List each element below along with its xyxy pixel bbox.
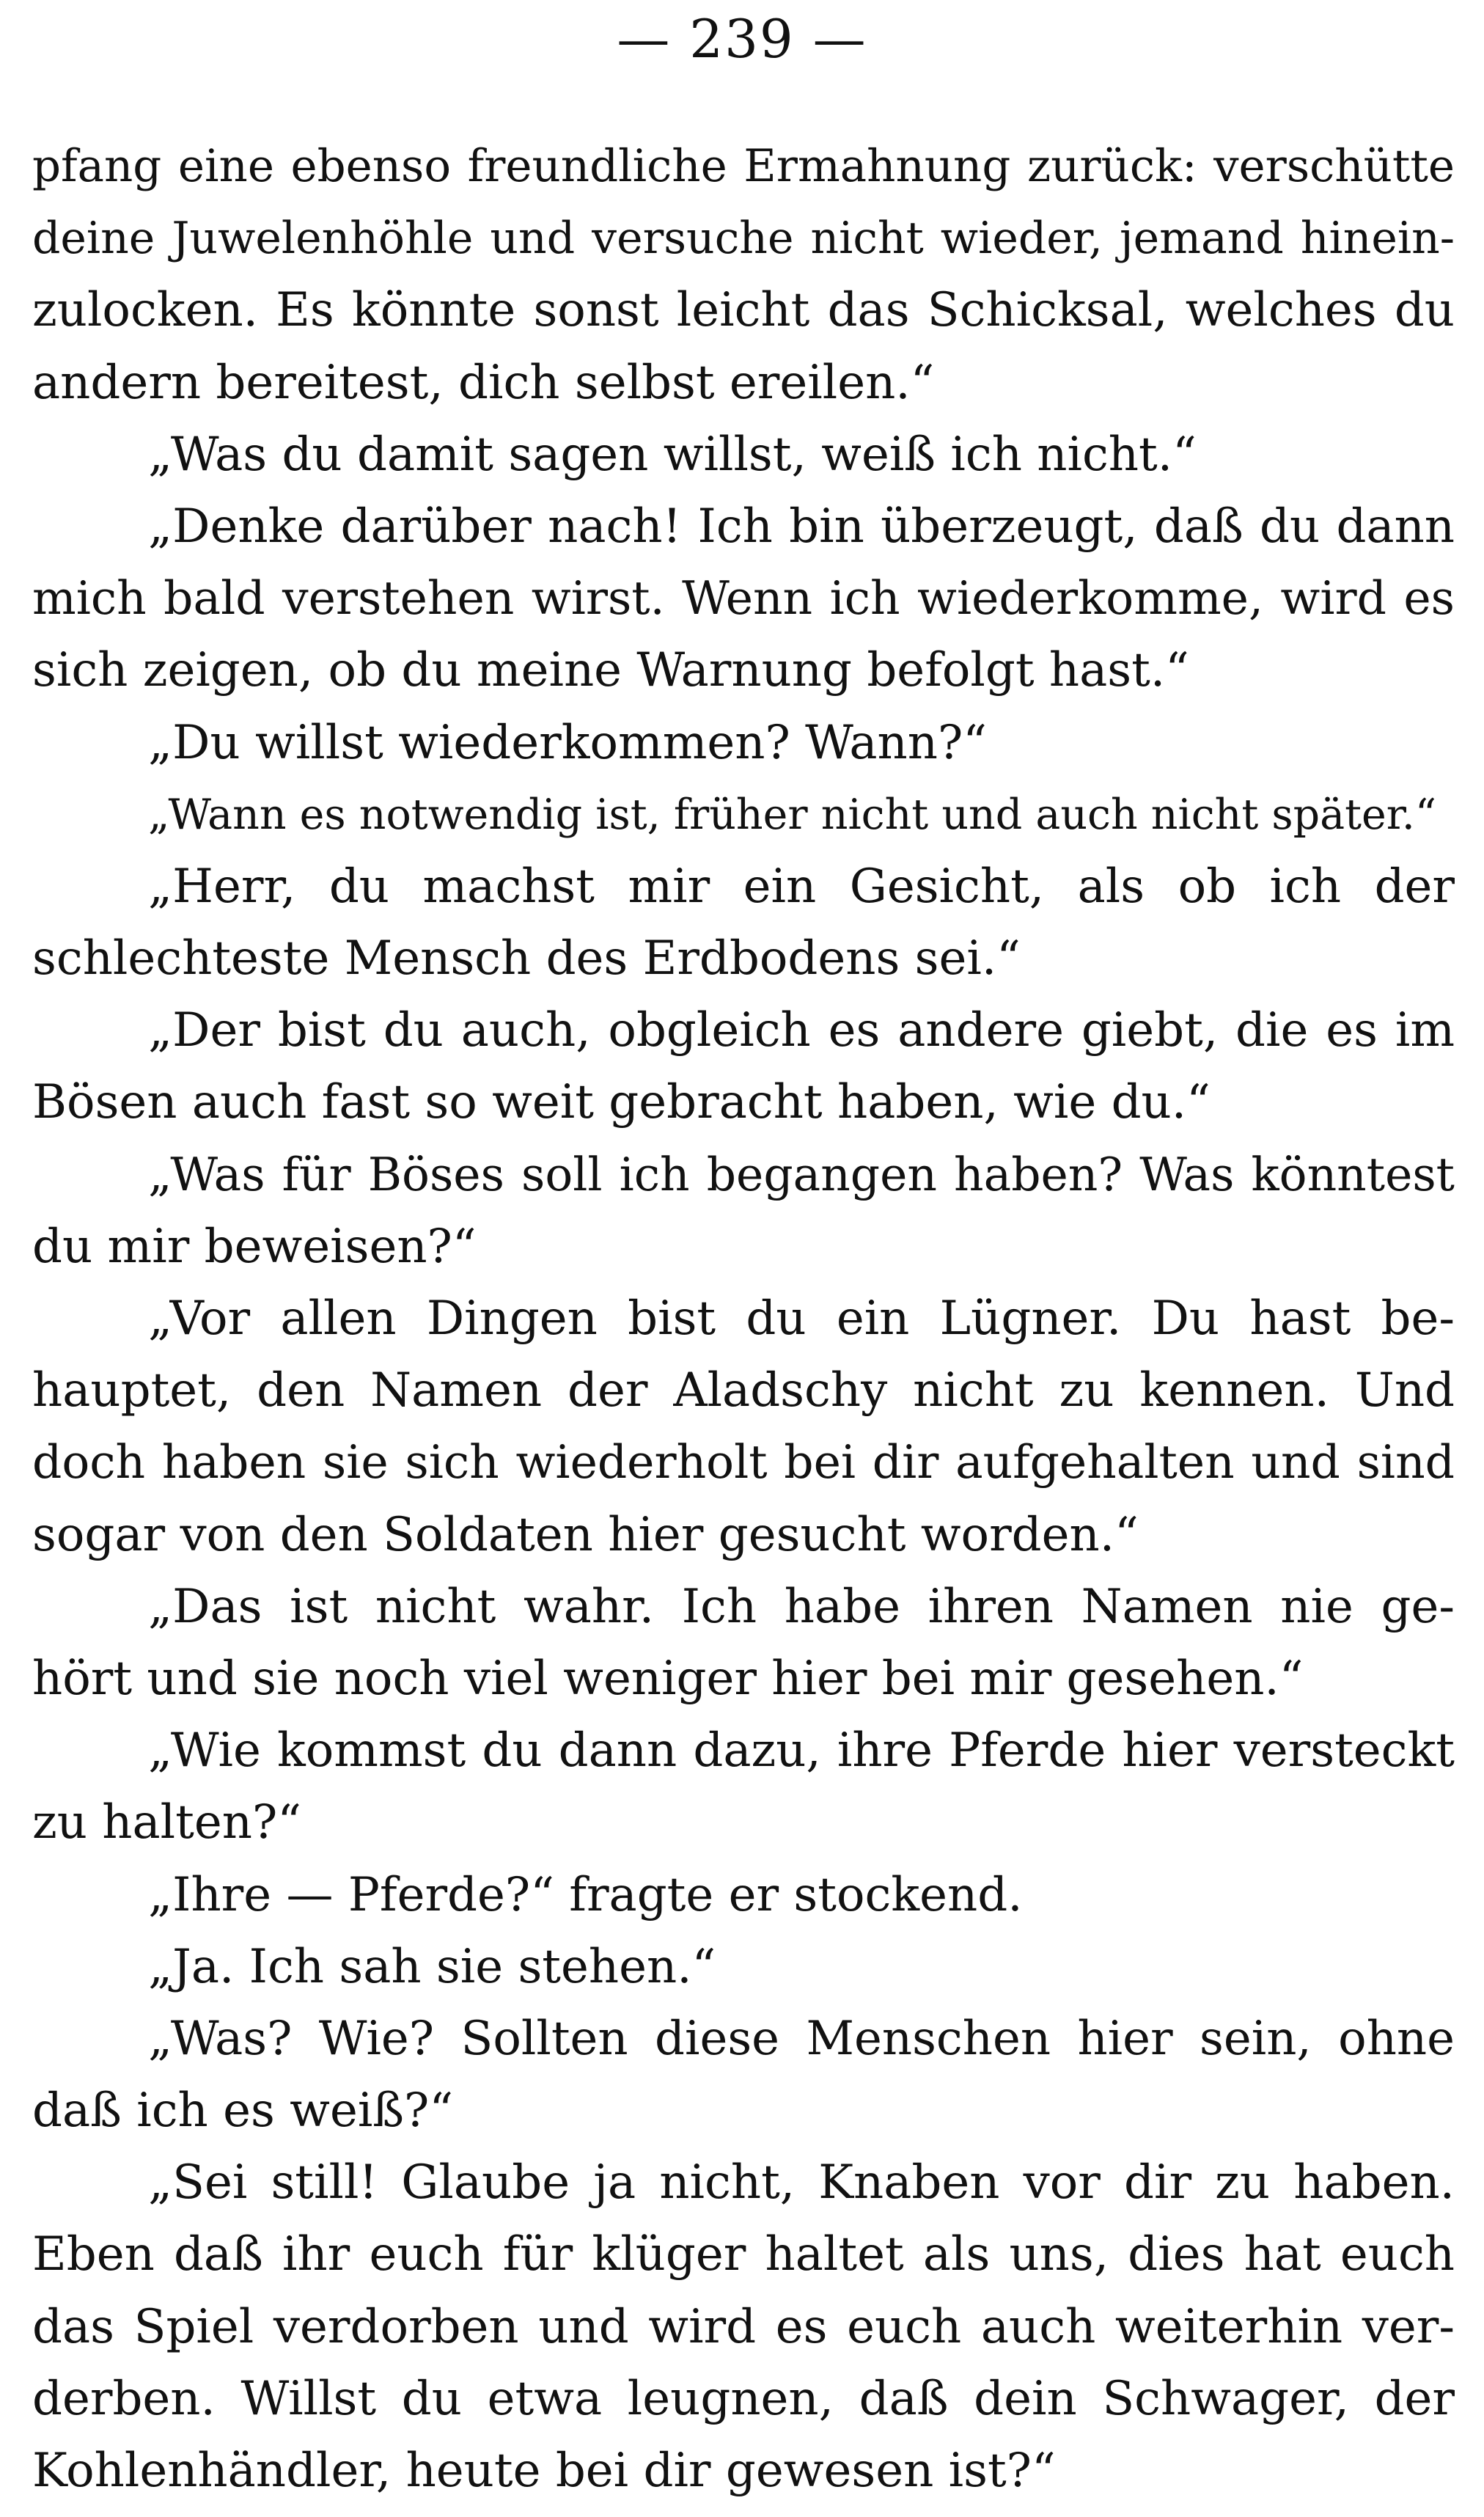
text-line: Eben daß ihr euch für klüger haltet als uns, dies hat euch	[32, 2227, 1455, 2282]
text-line: „Ihre — Pferde?“ fragte er stockend.	[148, 1867, 1023, 1922]
text-line: „Wann es notwendig ist, früher nicht und auch nicht später.“	[148, 790, 1437, 839]
text-line: mich bald verstehen wirst. Wenn ich wiederkomme, wird es	[32, 571, 1455, 626]
text-line: zulocken. Es könnte sonst leicht das Schicksal, welches du	[32, 283, 1455, 338]
body-text	[32, 131, 1455, 2507]
text-line: „Ja. Ich sah sie stehen.“	[148, 1939, 716, 1994]
text-line: derben. Willst du etwa leugnen, daß dein Schwager, der	[32, 2371, 1455, 2426]
text-line: deine Juwelenhöhle und versuche nicht wieder, jemand hinein-	[32, 213, 1455, 265]
text-line: „Sei still! Glaube ja nicht, Knaben vor dir zu haben.	[148, 2155, 1455, 2210]
text-line: „Der bist du auch, obgleich es andere giebt, die es im	[148, 1003, 1455, 1058]
text-line: Kohlenhändler, heute bei dir gewesen ist?“	[32, 2444, 1056, 2498]
text-line: doch haben sie sich wiederholt bei dir aufgehalten und sind	[32, 1435, 1455, 1490]
text-line: hört und sie noch viel weniger hier bei mir gesehen.“	[32, 1651, 1304, 1706]
text-line: „Du willst wiederkommen? Wann?“	[148, 715, 987, 770]
text-line: „Herr, du machst mir ein Gesicht, als ob ich der	[148, 859, 1455, 914]
text-line: „Wie kommst du dann dazu, ihre Pferde hier versteckt	[148, 1723, 1455, 1778]
text-line: „Was? Wie? Sollten diese Menschen hier sein, ohne	[148, 2011, 1455, 2066]
text-line: „Vor allen Dingen bist du ein Lügner. Du hast be-	[148, 1292, 1455, 1346]
text-line: sich zeigen, ob du meine Warnung befolgt hast.“	[32, 643, 1189, 698]
page-number: — 239 —	[617, 8, 867, 70]
text-line: sogar von den Soldaten hier gesucht worden.“	[32, 1507, 1139, 1562]
text-line: andern bereitest, dich selbst ereilen.“	[32, 355, 935, 410]
text-line: schlechteste Mensch des Erdbodens sei.“	[32, 931, 1021, 986]
text-line: hauptet, den Namen der Aladschy nicht zu kennen. Und	[32, 1363, 1455, 1418]
text-line: das Spiel verdorben und wird es euch auch weiterhin ver-	[32, 2299, 1455, 2354]
text-line: „Denke darüber nach! Ich bin überzeugt, daß du dann	[148, 499, 1455, 554]
text-line: du mir beweisen?“	[32, 1219, 477, 1274]
text-line: zu halten?“	[32, 1795, 301, 1850]
text-line: daß ich es weiß?“	[32, 2084, 454, 2139]
text-line: „Was du damit sagen willst, weiß ich nicht.“	[148, 427, 1197, 482]
text-line: pfang eine ebenso freundliche Ermahnung zurück: verschütte	[32, 140, 1455, 192]
text-line: „Das ist nicht wahr. Ich habe ihren Namen nie ge-	[148, 1579, 1455, 1634]
text-line: „Was für Böses soll ich begangen haben? Was könntest	[148, 1147, 1455, 1201]
text-line: Bösen auch fast so weit gebracht haben, wie du.“	[32, 1075, 1211, 1130]
